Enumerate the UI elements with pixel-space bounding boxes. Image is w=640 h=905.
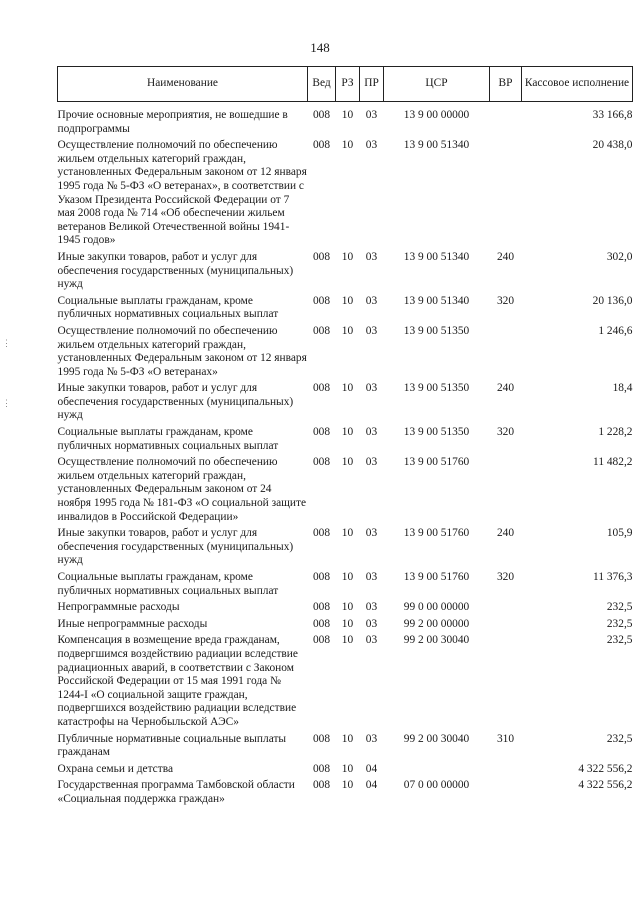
table-row <box>58 382 633 426</box>
cell-pr: 03 <box>365 426 378 439</box>
table-row <box>58 426 633 456</box>
cell-name: Прочие основные мероприятия, не вошедшие в подпрограммы <box>57 109 288 135</box>
cell-rz: 10 <box>341 382 354 395</box>
cell-amount: 232,5 <box>606 617 633 630</box>
cell-ved: 008 <box>312 294 331 307</box>
cell-rz: 10 <box>341 762 354 775</box>
cell-csr: 99 2 00 00000 <box>403 617 470 630</box>
cell-ved: 008 <box>312 601 331 614</box>
table-row <box>58 295 633 325</box>
cell-name: Иные закупки товаров, работ и услуг для обеспечения государственных (муниципальных) нужд <box>57 250 294 291</box>
table-row <box>58 618 633 635</box>
header-amount: Кассовое исполнение <box>522 67 633 102</box>
cell-ved: 008 <box>312 779 331 792</box>
cell-amount: 11 376,3 <box>593 571 633 583</box>
cell-pr: 03 <box>365 617 378 630</box>
cell-csr: 13 9 00 51760 <box>403 571 470 583</box>
cell-vr <box>490 102 522 140</box>
cell-ved: 008 <box>312 617 331 630</box>
cell-vr <box>490 634 522 732</box>
cell-rz: 10 <box>341 324 354 337</box>
table-body <box>58 102 633 810</box>
cell-amount: 232,5 <box>606 732 633 745</box>
cell-csr: 99 2 00 30040 <box>403 732 470 745</box>
cell-name: Социальные выплаты гражданам, кроме публичных нормативных социальных выплат <box>57 294 279 321</box>
cell-amount: 11 482,2 <box>593 456 633 469</box>
cell-pr: 03 <box>365 634 378 647</box>
cell-ved: 008 <box>312 250 331 263</box>
cell-ved: 008 <box>312 527 331 540</box>
cell-pr: 03 <box>365 250 378 263</box>
cell-pr: 03 <box>365 109 378 121</box>
cell-ved: 008 <box>312 324 331 337</box>
cell-csr: 13 9 00 51340 <box>403 294 470 307</box>
cell-csr: 13 9 00 51350 <box>403 426 470 439</box>
cell-vr <box>490 601 522 618</box>
cell-pr: 03 <box>365 601 378 614</box>
cell-ved: 008 <box>312 571 331 583</box>
cell-name: Осуществление полномочий по обеспечению жильем отдельных категорий граждан, установленных Федеральным законом от 12 января 1995 года № 5-ФЗ «О ветеранах» <box>57 324 307 378</box>
cell-rz: 10 <box>341 634 354 647</box>
table-row <box>58 571 633 601</box>
cell-vr: 320 <box>496 571 515 583</box>
cell-pr: 03 <box>365 456 378 469</box>
cell-ved: 008 <box>312 456 331 469</box>
cell-csr: 07 0 00 00000 <box>403 779 470 792</box>
cell-amount: 4 322 556,2 <box>578 762 633 775</box>
cell-csr: 13 9 00 51340 <box>403 139 470 152</box>
budget-execution-table <box>57 66 633 810</box>
table-row <box>58 325 633 382</box>
cell-rz: 10 <box>341 294 354 307</box>
cell-name: Иные закупки товаров, работ и услуг для обеспечения государственных (муниципальных) нужд <box>57 527 294 567</box>
table-row <box>58 251 633 295</box>
cell-ved: 008 <box>312 426 331 439</box>
cell-name: Иные закупки товаров, работ и услуг для обеспечения государственных (муниципальных) нужд <box>57 382 294 422</box>
cell-pr: 03 <box>365 324 378 337</box>
cell-amount: 4 322 556,2 <box>578 779 633 792</box>
header-name: Наименование <box>58 67 308 102</box>
cell-rz: 10 <box>341 601 354 614</box>
cell-csr: 13 9 00 51340 <box>403 250 470 263</box>
table-row <box>58 601 633 618</box>
cell-vr: 310 <box>496 732 515 745</box>
cell-name: Социальные выплаты гражданам, кроме публичных нормативных социальных выплат <box>57 426 279 452</box>
cell-name: Осуществление полномочий по обеспечению жильем отдельных категорий граждан, установленных Федеральным законом от 12 января 1995 года № 5-ФЗ «О ветеранах», в соответствии с Указом Президента Российской Федерации от 7 мая 2008 года № 714 «Об обеспечении жильем ветеранов Великой Отечественной войны 1941-1945 годов» <box>57 139 307 247</box>
cell-amount: 1 228,2 <box>598 426 633 439</box>
cell-pr: 03 <box>365 294 378 307</box>
page-number: 148 <box>310 40 330 55</box>
table-row <box>58 139 633 251</box>
cell-pr: 04 <box>365 762 378 775</box>
header-vr: ВР <box>490 67 522 102</box>
cell-name: Непрограммные расходы <box>57 601 180 614</box>
table-header-row <box>58 67 633 102</box>
cell-csr: 13 9 00 51350 <box>403 382 470 395</box>
cell-vr <box>490 763 522 780</box>
cell-amount: 302,0 <box>606 250 633 263</box>
cell-vr: 240 <box>496 527 515 540</box>
cell-name: Социальные выплаты гражданам, кроме публичных нормативных социальных выплат <box>57 571 279 597</box>
cell-name: Публичные нормативные социальные выплаты гражданам <box>57 732 287 759</box>
cell-vr: 240 <box>496 250 515 263</box>
cell-vr <box>490 456 522 527</box>
cell-name: Охрана семьи и детства <box>57 762 173 775</box>
cell-ved: 008 <box>312 762 331 775</box>
scan-artifact-icon: ⋮ <box>2 398 11 408</box>
table-row <box>58 763 633 780</box>
cell-pr: 03 <box>365 139 378 152</box>
cell-csr: 99 2 00 30040 <box>403 634 470 647</box>
cell-ved: 008 <box>312 382 331 395</box>
cell-rz: 10 <box>341 456 354 469</box>
cell-amount: 232,5 <box>606 601 633 614</box>
table-row <box>58 527 633 571</box>
cell-name: Иные непрограммные расходы <box>57 617 208 630</box>
cell-ved: 008 <box>312 732 331 745</box>
cell-vr <box>490 325 522 382</box>
cell-vr: 320 <box>496 294 515 307</box>
cell-pr: 03 <box>365 732 378 745</box>
cell-pr: 04 <box>365 779 378 792</box>
cell-csr: 99 0 00 00000 <box>403 601 470 614</box>
cell-vr <box>490 779 522 809</box>
header-pr: ПР <box>360 67 384 102</box>
cell-vr: 320 <box>496 426 515 439</box>
cell-csr: 13 9 00 00000 <box>403 109 470 121</box>
table-row <box>58 733 633 763</box>
cell-amount: 232,5 <box>606 634 633 647</box>
cell-amount: 105,9 <box>606 527 633 540</box>
table-row <box>58 634 633 732</box>
header-csr: ЦСР <box>384 67 490 102</box>
cell-pr: 03 <box>365 382 378 395</box>
header-ved: Вед <box>308 67 336 102</box>
cell-rz: 10 <box>341 109 354 121</box>
cell-csr: 13 9 00 51350 <box>403 324 470 337</box>
cell-vr <box>490 139 522 251</box>
cell-amount: 20 438,0 <box>592 139 633 152</box>
cell-amount: 20 136,0 <box>592 294 633 307</box>
cell-rz: 10 <box>341 617 354 630</box>
cell-rz: 10 <box>341 250 354 263</box>
cell-amount: 18,4 <box>612 382 633 395</box>
cell-amount: 1 246,6 <box>598 324 633 337</box>
cell-csr <box>384 763 490 780</box>
cell-vr <box>490 618 522 635</box>
cell-rz: 10 <box>341 426 354 439</box>
cell-ved: 008 <box>312 139 331 152</box>
cell-rz: 10 <box>341 779 354 792</box>
cell-ved: 008 <box>312 634 331 647</box>
cell-vr: 240 <box>496 382 515 395</box>
scan-artifact-icon: ⋮ <box>2 338 11 348</box>
cell-rz: 10 <box>341 527 354 540</box>
header-rz: РЗ <box>336 67 360 102</box>
cell-csr: 13 9 00 51760 <box>403 527 470 540</box>
cell-csr: 13 9 00 51760 <box>403 456 470 469</box>
cell-pr: 03 <box>365 571 378 583</box>
cell-rz: 10 <box>341 571 354 583</box>
cell-name: Компенсация в возмещение вреда гражданам, подвергшимся воздействию радиации вследствие радиационных аварий, в соответствии с Законом Российской Федерации от 15 мая 1991 года № 1244-I «О социальной защите граждан, подвергшихся воздействию радиации вследствие катастрофы на Чернобыльской АЭС» <box>57 634 298 728</box>
cell-name: Государственная программа Тамбовской области «Социальная поддержка граждан» <box>57 779 295 805</box>
cell-pr: 03 <box>365 527 378 540</box>
table-row <box>58 102 633 140</box>
table-row <box>58 779 633 809</box>
cell-ved: 008 <box>312 109 331 121</box>
cell-rz: 10 <box>341 139 354 152</box>
cell-name: Осуществление полномочий по обеспечению жильем отдельных категорий граждан, установленных Федеральным законом от 24 ноября 1995 года № 181-ФЗ «О социальной защите инвалидов в Российской Федерации» <box>57 456 307 523</box>
cell-rz: 10 <box>341 732 354 745</box>
cell-amount: 33 166,8 <box>592 109 633 121</box>
table-row <box>58 456 633 527</box>
